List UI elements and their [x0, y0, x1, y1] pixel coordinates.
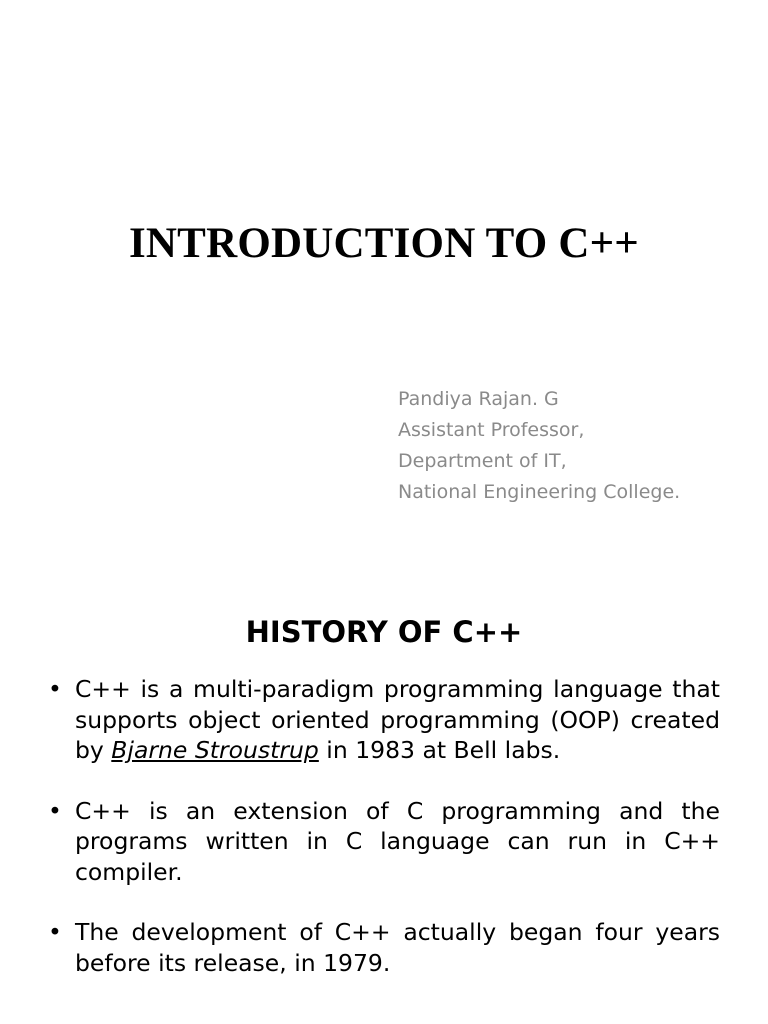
history-title: HISTORY OF C++	[245, 615, 523, 649]
author-role: Assistant Professor,	[398, 419, 585, 441]
bullet-2-text: C++ is an extension of C programming and the programs written in C language can run in C++ compiler.	[75, 796, 720, 886]
creator-name-link[interactable]: Bjarne Stroustrup	[111, 736, 319, 764]
bullet-item-1	[48, 674, 720, 766]
history-bullet-list	[48, 674, 720, 1008]
history-slide	[0, 586, 768, 1024]
author-institution: National Engineering College.	[398, 481, 681, 503]
author-name: Pandiya Rajan. G	[398, 388, 559, 410]
bullet-item-3	[48, 917, 720, 978]
presentation-title: INTRODUCTION TO C++	[129, 220, 639, 267]
bullet-3-text: The development of C++ actually began four years before its release, in 1979.	[75, 918, 720, 977]
author-department: Department of IT,	[398, 450, 567, 472]
bullet-1-text-after: in 1983 at Bell labs.	[318, 736, 561, 764]
bullet-1-text-before: C++ is a multi-paradigm programming language that supports object oriented programming (OOP) created by	[75, 675, 720, 764]
author-info	[398, 384, 758, 508]
bullet-item-2	[48, 796, 720, 888]
